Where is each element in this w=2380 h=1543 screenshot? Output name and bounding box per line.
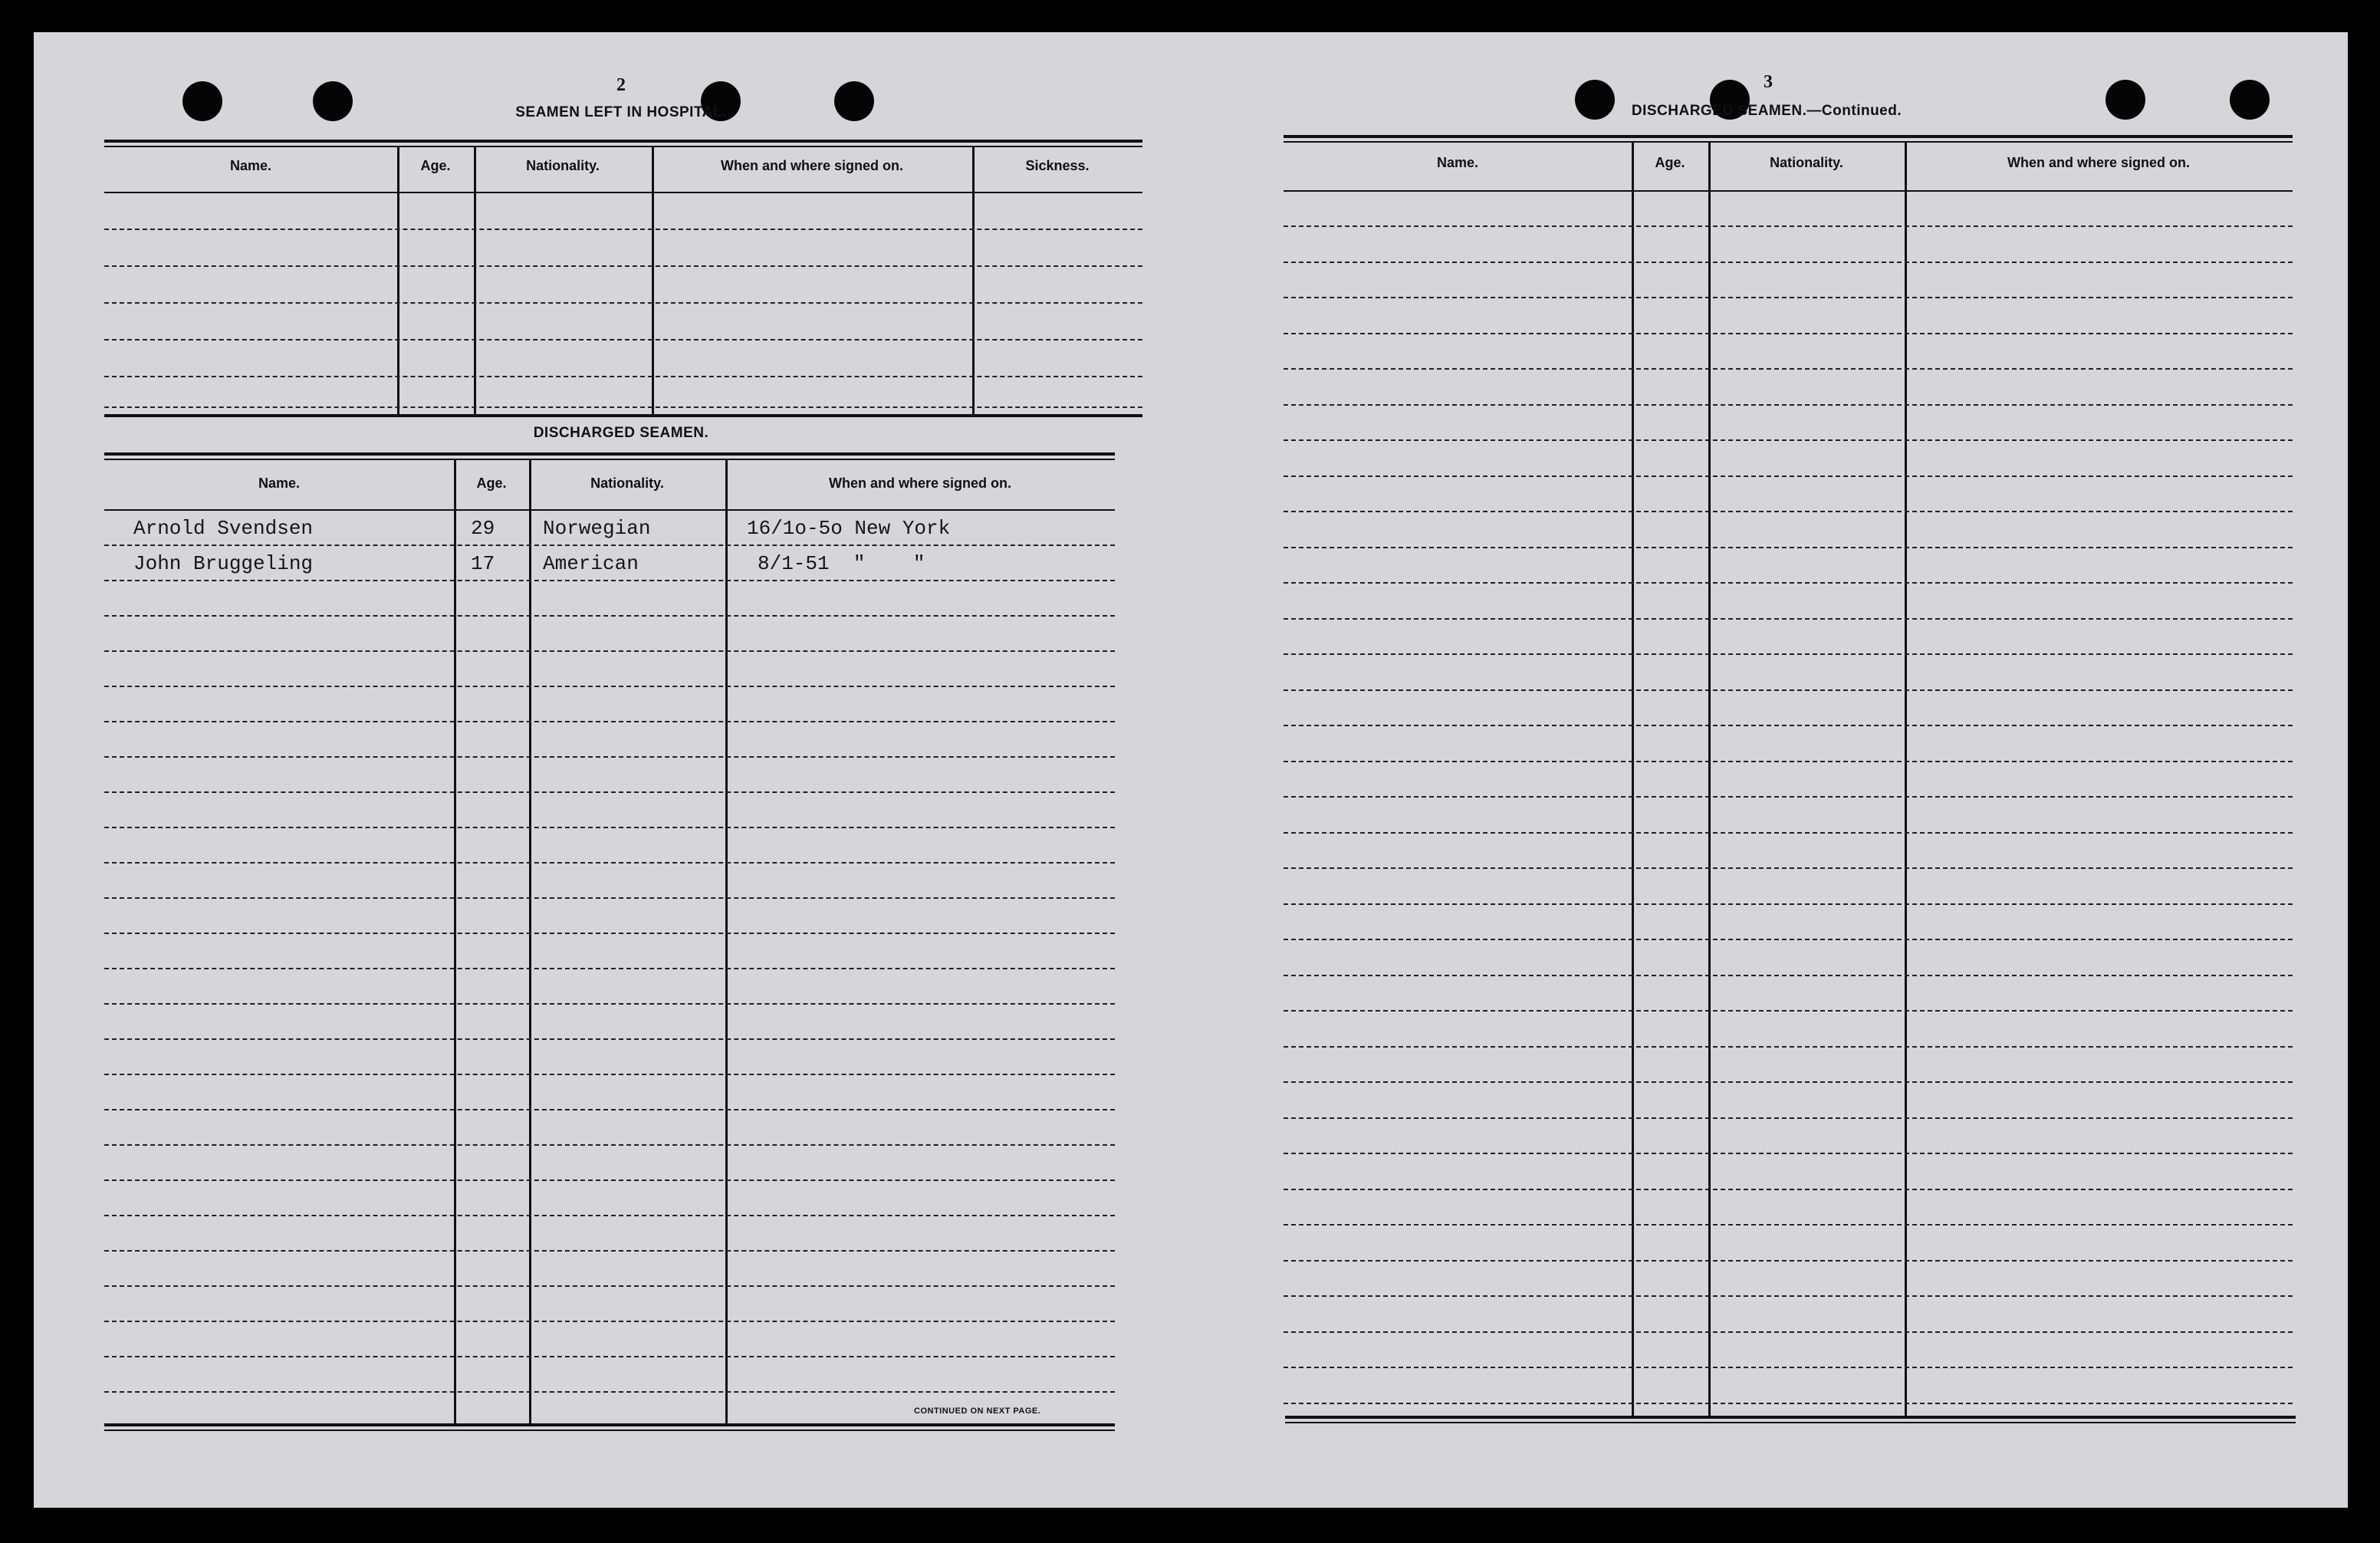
punch-hole bbox=[2230, 80, 2270, 120]
table-row-nationality: American bbox=[543, 552, 639, 575]
ruled-line bbox=[1284, 939, 2293, 940]
column-header: Nationality. bbox=[1770, 155, 1843, 170]
ruled-line bbox=[104, 1321, 1115, 1322]
ruled-line bbox=[104, 1250, 1115, 1252]
column-header: Name. bbox=[229, 158, 272, 173]
ruled-line bbox=[1284, 1260, 2293, 1262]
ruled-line bbox=[104, 756, 1115, 758]
ruled-line bbox=[104, 862, 1115, 864]
ruled-line bbox=[1284, 475, 2293, 477]
ruled-line bbox=[1284, 1153, 2293, 1154]
ruled-line bbox=[1284, 653, 2293, 655]
ruled-line bbox=[1284, 1224, 2293, 1226]
ruled-line bbox=[104, 721, 1115, 722]
column-header: Nationality. bbox=[526, 158, 600, 173]
ruled-line bbox=[104, 1003, 1115, 1005]
hospital-section-title: SEAMEN LEFT IN HOSPITAL. bbox=[515, 104, 727, 120]
column-header: When and where signed on. bbox=[2007, 155, 2191, 170]
column-header: Sickness. bbox=[1025, 158, 1090, 173]
ruled-line bbox=[1284, 1010, 2293, 1012]
table-row-signed-on: 16/1o-5o New York bbox=[747, 517, 951, 540]
ruled-line bbox=[1284, 333, 2293, 334]
ruled-line bbox=[104, 1285, 1115, 1287]
ruled-line bbox=[1284, 975, 2293, 976]
ruled-line bbox=[104, 897, 1115, 899]
column-header: Nationality. bbox=[590, 475, 664, 491]
ruled-line bbox=[104, 827, 1115, 828]
punch-hole bbox=[313, 81, 353, 121]
column-header: Age. bbox=[1655, 155, 1685, 170]
column-header: Age. bbox=[476, 475, 507, 491]
ruled-line bbox=[104, 650, 1115, 652]
page-number: 3 bbox=[1764, 72, 1773, 92]
ruled-line bbox=[104, 1356, 1115, 1357]
table-row-age: 17 bbox=[471, 552, 495, 575]
column-header: When and where signed on. bbox=[828, 475, 1012, 491]
left-page bbox=[34, 32, 1169, 1508]
ruled-line bbox=[1284, 1295, 2293, 1297]
ruled-line bbox=[1284, 262, 2293, 263]
table-row-name: Arnold Svendsen bbox=[133, 517, 314, 540]
ruled-line bbox=[1284, 1403, 2293, 1404]
column-header: Name. bbox=[1436, 155, 1479, 170]
ruled-line bbox=[1284, 832, 2293, 834]
ruled-line bbox=[104, 1179, 1115, 1181]
ruled-line bbox=[1284, 404, 2293, 406]
ruled-line bbox=[1284, 368, 2293, 370]
ruled-line bbox=[104, 544, 1115, 546]
ruled-line bbox=[1284, 1117, 2293, 1119]
ruled-line bbox=[1284, 582, 2293, 584]
ruled-line bbox=[104, 1144, 1115, 1146]
ruled-line bbox=[104, 1074, 1115, 1075]
ruled-line bbox=[1284, 1046, 2293, 1048]
ruled-line bbox=[104, 580, 1115, 581]
continued-note: CONTINUED ON NEXT PAGE. bbox=[914, 1406, 1041, 1416]
ruled-line bbox=[1284, 1367, 2293, 1368]
table-row-nationality: Norwegian bbox=[543, 517, 651, 540]
ruled-line bbox=[1284, 511, 2293, 512]
ruled-line bbox=[1284, 1331, 2293, 1333]
table-row-age: 29 bbox=[471, 517, 495, 540]
ruled-line bbox=[1284, 903, 2293, 905]
ruled-line bbox=[1284, 1189, 2293, 1190]
page-number: 2 bbox=[616, 75, 626, 95]
column-header: When and where signed on. bbox=[720, 158, 904, 173]
ruled-line bbox=[1284, 547, 2293, 548]
ruled-line bbox=[1284, 761, 2293, 762]
punch-hole bbox=[182, 81, 222, 121]
column-header: Age. bbox=[420, 158, 451, 173]
ruled-line bbox=[1284, 1081, 2293, 1083]
ruled-line bbox=[1284, 225, 2293, 227]
ruled-line bbox=[104, 1038, 1115, 1040]
ruled-line bbox=[104, 686, 1115, 687]
right-page bbox=[1192, 32, 2348, 1508]
ruled-line bbox=[104, 615, 1115, 617]
ruled-line bbox=[1284, 867, 2293, 869]
discharged-section-title: DISCHARGED SEAMEN. bbox=[533, 425, 709, 441]
ruled-line bbox=[104, 933, 1115, 934]
punch-hole bbox=[834, 81, 874, 121]
discharged-continued-title: DISCHARGED SEAMEN.—Continued. bbox=[1631, 103, 1902, 119]
ruled-line bbox=[1284, 439, 2293, 441]
ruled-line bbox=[1284, 618, 2293, 620]
ruled-line bbox=[104, 1391, 1115, 1393]
ruled-line bbox=[1284, 689, 2293, 691]
column-header: Name. bbox=[258, 475, 301, 491]
table-row-signed-on: 8/1-51 " " bbox=[758, 552, 925, 575]
ruled-line bbox=[104, 968, 1115, 969]
punch-hole bbox=[2106, 80, 2145, 120]
ruled-line bbox=[104, 1215, 1115, 1216]
document-sheet bbox=[34, 32, 2348, 1508]
ruled-line bbox=[1284, 297, 2293, 298]
ruled-line bbox=[1284, 725, 2293, 726]
table-row-name: John Bruggeling bbox=[133, 552, 314, 575]
ruled-line bbox=[1284, 796, 2293, 798]
ruled-line bbox=[104, 791, 1115, 793]
ruled-line bbox=[104, 1109, 1115, 1110]
